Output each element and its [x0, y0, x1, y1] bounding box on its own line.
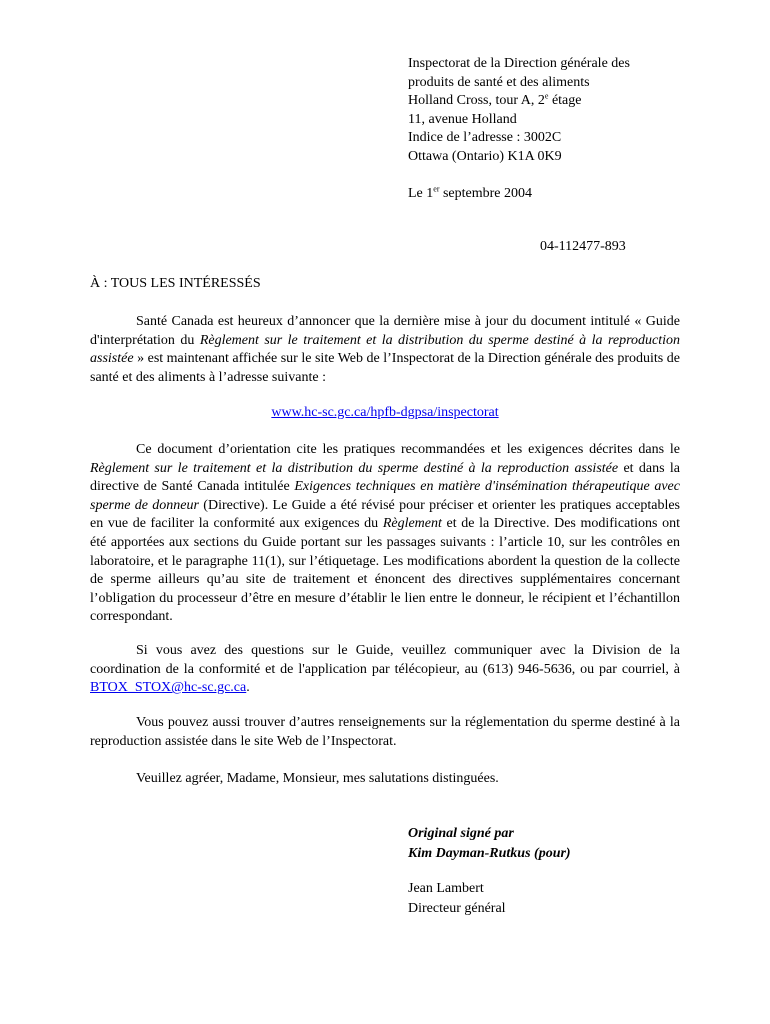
text-run: Si vous avez des questions sur le Guide, veuillez communiquer avec la Division de la coordination de la conformité et de l'application par télécopieur, au (613) 946-5636, ou par courriel, à — [90, 643, 680, 677]
address-text: étage — [548, 93, 582, 109]
link-line — [90, 404, 680, 422]
text-run: Santé Canada est heureux d’annoncer que la dernière mise à jour du document intitulé « Guide d'interprétation du — [90, 314, 680, 348]
address-line: Ottawa (Ontario) K1A 0K9 — [408, 148, 562, 164]
text-run: (Directive). Le Guide a été révisé pour préciser et orienter les pratiques acceptables en vue de faciliter la conformité aux exigences du — [90, 497, 681, 532]
signatory-title: Directeur général — [408, 900, 506, 916]
italic-title: Exigences techniques en matière d'insémination thérapeutique avec sperme de donneur — [90, 479, 680, 513]
italic-title: Règlement — [382, 516, 442, 532]
paragraph-contact — [90, 642, 680, 698]
reference-number: 04-112477-893 — [540, 239, 626, 254]
superscript: er — [433, 184, 440, 194]
superscript: e — [544, 91, 549, 101]
email-link[interactable]: BTOX_STOX@hc-sc.gc.ca — [90, 680, 247, 696]
signature-block — [408, 824, 571, 918]
text-run: et dans la directive de Santé Canada intitulée — [90, 460, 681, 495]
date-text: Le 1 — [408, 186, 434, 201]
salutation: À : TOUS LES INTÉRESSÉS — [90, 276, 261, 291]
italic-title: Règlement sur le traitement et la distribution du sperme destiné à la reproduction assistée — [90, 460, 619, 476]
signed-by-name: Kim Dayman-Rutkus (pour) — [408, 845, 571, 861]
text-run: . — [246, 680, 250, 696]
text-run: Veuillez agréer, Madame, Monsieur, mes salutations distinguées. — [136, 771, 499, 786]
address-line: Indice de l’adresse : 3002C — [408, 130, 562, 146]
address-line: 11, avenue Holland — [408, 111, 517, 127]
text-run: et de la Directive. Des modifications ont été apportées aux sections du Guide portant sur les passages suivants : l’article 10, sur les contrôles en laboratoire, et le paragraphe 11(1), sur l’étiquetage. Les modifications abordent la question de la collecte de sperme ailleurs qu’au site de traitement et énoncent des directives supplémentaires concernant l’obligation du processeur d’être en mesure d’établir le lien entre le donneur, le récipient et l’échantillon correspondant. — [90, 516, 680, 625]
italic-title: Règlement sur le traitement et la distribution du sperme destiné à la reproduction assistée — [90, 332, 681, 367]
address-line — [408, 92, 630, 111]
paragraph-announcement — [90, 313, 680, 387]
inspectorate-link[interactable]: www.hc-sc.gc.ca/hpfb-dgpsa/inspectorat — [271, 405, 499, 420]
paragraph-more-info — [90, 714, 680, 751]
signed-by-line: Original signé par — [408, 826, 514, 841]
address-line: Inspectorat de la Direction générale des — [408, 56, 630, 71]
paragraph-closing — [90, 770, 680, 789]
text-run: Ce document d’orientation cite les pratiques recommandées et les exigences décrites dans le — [136, 442, 680, 457]
sender-address — [408, 55, 630, 167]
signatory-name: Jean Lambert — [408, 881, 484, 896]
address-line: produits de santé et des aliments — [408, 74, 590, 90]
text-run: » est maintenant affichée sur le site Web de l’Inspectorat de la Direction générale des produits de santé et des aliments à l’adresse suivante : — [90, 351, 680, 385]
date-text: septembre 2004 — [439, 186, 533, 201]
text-run: Vous pouvez aussi trouver d’autres renseignements sur la réglementation du sperme destiné à la reproduction assistée dans le site Web de l’Inspectorat. — [90, 715, 680, 749]
paragraph-guidance — [90, 441, 680, 627]
address-text: Holland Cross, tour A, 2 — [408, 93, 545, 109]
letter-date — [408, 185, 532, 203]
